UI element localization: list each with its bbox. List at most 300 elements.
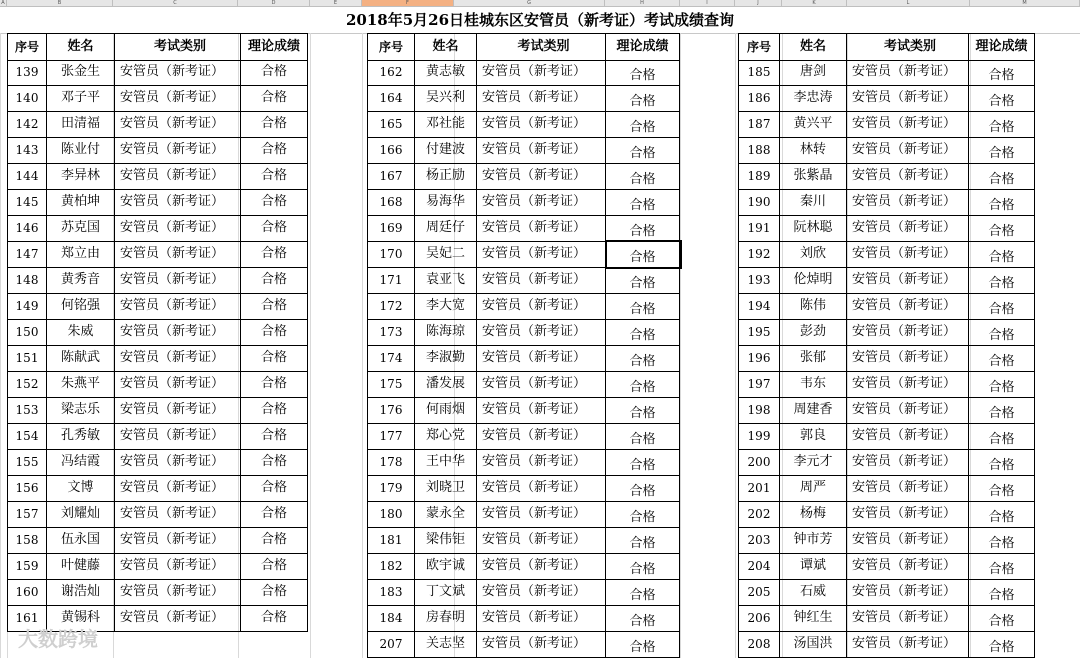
theory-score-cell[interactable]: 合格 [240,137,308,163]
name-cell[interactable]: 唐剑 [779,59,846,85]
theory-score-cell[interactable]: 合格 [968,163,1035,189]
serial-number-cell[interactable]: 193 [738,267,779,293]
theory-score-cell[interactable]: 合格 [240,319,308,345]
header-name-cell[interactable]: 姓名 [46,34,114,60]
name-cell[interactable]: 李元才 [779,449,846,475]
serial-number-cell[interactable]: 155 [7,449,46,475]
name-cell[interactable]: 苏克国 [46,215,114,241]
serial-number-cell[interactable]: 153 [7,397,46,423]
theory-score-cell[interactable]: 合格 [240,579,308,605]
theory-score-cell[interactable]: 合格 [605,163,680,189]
name-cell[interactable]: 潘发展 [414,371,476,397]
serial-number-cell[interactable]: 186 [738,85,779,111]
exam-type-cell[interactable]: 安管员（新考证） [114,345,240,371]
theory-score-cell[interactable]: 合格 [968,215,1035,241]
exam-type-cell[interactable]: 安管员（新考证） [114,137,240,163]
theory-score-cell[interactable]: 合格 [968,605,1035,631]
theory-score-cell[interactable]: 合格 [605,85,680,111]
exam-type-cell[interactable]: 安管员（新考证） [846,631,968,657]
serial-number-cell[interactable]: 152 [7,371,46,397]
exam-type-cell[interactable]: 安管员（新考证） [114,579,240,605]
exam-type-cell[interactable]: 安管员（新考证） [114,319,240,345]
theory-score-cell[interactable]: 合格 [240,189,308,215]
header-serial-number-cell[interactable]: 序号 [7,34,46,60]
serial-number-cell[interactable]: 189 [738,163,779,189]
theory-score-cell[interactable]: 合格 [240,267,308,293]
serial-number-cell[interactable]: 148 [7,267,46,293]
theory-score-cell[interactable]: 合格 [605,501,680,527]
theory-score-cell[interactable]: 合格 [605,345,680,371]
name-cell[interactable]: 李淑勤 [414,345,476,371]
exam-type-cell[interactable]: 安管员（新考证） [114,423,240,449]
theory-score-cell[interactable]: 合格 [605,267,680,293]
exam-type-cell[interactable]: 安管员（新考证） [846,501,968,527]
exam-type-cell[interactable]: 安管员（新考证） [114,553,240,579]
exam-type-cell[interactable]: 安管员（新考证） [476,345,605,371]
name-cell[interactable]: 谭斌 [779,553,846,579]
exam-type-cell[interactable]: 安管员（新考证） [114,501,240,527]
theory-score-cell[interactable]: 合格 [240,397,308,423]
name-cell[interactable]: 朱燕平 [46,371,114,397]
column-header-4[interactable]: E [310,0,362,6]
name-cell[interactable]: 孔秀敏 [46,423,114,449]
serial-number-cell[interactable]: 206 [738,605,779,631]
column-header-7[interactable]: H [605,0,680,6]
serial-number-cell[interactable]: 177 [367,423,414,449]
serial-number-cell[interactable]: 201 [738,475,779,501]
name-cell[interactable]: 刘欣 [779,241,846,267]
name-cell[interactable]: 李忠涛 [779,85,846,111]
serial-number-cell[interactable]: 183 [367,579,414,605]
theory-score-cell[interactable]: 合格 [605,189,680,215]
serial-number-cell[interactable]: 142 [7,111,46,137]
serial-number-cell[interactable]: 185 [738,59,779,85]
exam-type-cell[interactable]: 安管员（新考证） [846,397,968,423]
exam-type-cell[interactable]: 安管员（新考证） [476,631,605,657]
column-header-1[interactable]: B [7,0,113,6]
name-cell[interactable]: 陈献武 [46,345,114,371]
header-exam-type-cell[interactable]: 考试类别 [476,34,605,60]
exam-type-cell[interactable]: 安管员（新考证） [476,241,605,267]
name-cell[interactable]: 谢浩灿 [46,579,114,605]
theory-score-cell[interactable]: 合格 [240,553,308,579]
theory-score-cell[interactable]: 合格 [240,111,308,137]
name-cell[interactable]: 房春明 [414,605,476,631]
column-header-10[interactable]: K [782,0,847,6]
name-cell[interactable]: 阮林聪 [779,215,846,241]
exam-type-cell[interactable]: 安管员（新考证） [114,267,240,293]
name-cell[interactable]: 秦川 [779,189,846,215]
theory-score-cell[interactable]: 合格 [968,111,1035,137]
exam-type-cell[interactable]: 安管员（新考证） [846,163,968,189]
theory-score-cell[interactable]: 合格 [605,527,680,553]
serial-number-cell[interactable]: 196 [738,345,779,371]
exam-type-cell[interactable]: 安管员（新考证） [114,449,240,475]
exam-type-cell[interactable]: 安管员（新考证） [476,163,605,189]
name-cell[interactable]: 李异林 [46,163,114,189]
column-header-6[interactable]: G [454,0,605,6]
exam-type-cell[interactable]: 安管员（新考证） [846,293,968,319]
theory-score-cell[interactable]: 合格 [240,293,308,319]
theory-score-cell[interactable]: 合格 [605,397,680,423]
name-cell[interactable]: 黄柏坤 [46,189,114,215]
theory-score-cell[interactable]: 合格 [968,85,1035,111]
exam-type-cell[interactable]: 安管员（新考证） [476,501,605,527]
serial-number-cell[interactable]: 159 [7,553,46,579]
theory-score-cell[interactable]: 合格 [605,371,680,397]
serial-number-cell[interactable]: 139 [7,59,46,85]
serial-number-cell[interactable]: 192 [738,241,779,267]
column-header-0[interactable]: A [0,0,7,6]
serial-number-cell[interactable]: 140 [7,85,46,111]
serial-number-cell[interactable]: 179 [367,475,414,501]
theory-score-cell[interactable]: 合格 [605,293,680,319]
theory-score-cell[interactable]: 合格 [605,111,680,137]
serial-number-cell[interactable]: 197 [738,371,779,397]
theory-score-cell[interactable]: 合格 [605,423,680,449]
column-header-11[interactable]: L [847,0,970,6]
exam-type-cell[interactable]: 安管员（新考证） [476,215,605,241]
name-cell[interactable]: 文博 [46,475,114,501]
column-header-2[interactable]: C [113,0,238,6]
exam-type-cell[interactable]: 安管员（新考证） [476,59,605,85]
column-header-12[interactable]: M [970,0,1080,6]
column-header-8[interactable]: I [680,0,735,6]
exam-type-cell[interactable]: 安管员（新考证） [114,215,240,241]
serial-number-cell[interactable]: 194 [738,293,779,319]
serial-number-cell[interactable]: 178 [367,449,414,475]
theory-score-cell[interactable]: 合格 [240,475,308,501]
theory-score-cell[interactable]: 合格 [968,553,1035,579]
name-cell[interactable]: 付建波 [414,137,476,163]
header-exam-type-cell[interactable]: 考试类别 [114,34,240,60]
name-cell[interactable]: 刘耀灿 [46,501,114,527]
exam-type-cell[interactable]: 安管员（新考证） [114,293,240,319]
name-cell[interactable]: 伍永国 [46,527,114,553]
name-cell[interactable]: 易海华 [414,189,476,215]
name-cell[interactable]: 周建香 [779,397,846,423]
serial-number-cell[interactable]: 151 [7,345,46,371]
exam-type-cell[interactable]: 安管员（新考证） [846,371,968,397]
theory-score-cell[interactable]: 合格 [240,163,308,189]
serial-number-cell[interactable]: 200 [738,449,779,475]
name-cell[interactable]: 王中华 [414,449,476,475]
serial-number-cell[interactable]: 149 [7,293,46,319]
theory-score-cell[interactable]: 合格 [605,59,680,85]
name-cell[interactable]: 周廷仔 [414,215,476,241]
name-cell[interactable]: 李大宽 [414,293,476,319]
serial-number-cell[interactable]: 154 [7,423,46,449]
name-cell[interactable]: 吴妃二 [414,241,476,267]
name-cell[interactable]: 刘晓卫 [414,475,476,501]
exam-type-cell[interactable]: 安管员（新考证） [476,319,605,345]
column-header-3[interactable]: D [238,0,310,6]
exam-type-cell[interactable]: 安管员（新考证） [846,111,968,137]
serial-number-cell[interactable]: 161 [7,605,46,631]
serial-number-cell[interactable]: 203 [738,527,779,553]
name-cell[interactable]: 陈业付 [46,137,114,163]
name-cell[interactable]: 丁文斌 [414,579,476,605]
theory-score-cell[interactable]: 合格 [605,215,680,241]
theory-score-cell[interactable]: 合格 [240,59,308,85]
theory-score-cell[interactable]: 合格 [968,319,1035,345]
theory-score-cell[interactable]: 合格 [605,579,680,605]
exam-type-cell[interactable]: 安管员（新考证） [846,553,968,579]
exam-type-cell[interactable]: 安管员（新考证） [476,85,605,111]
exam-type-cell[interactable]: 安管员（新考证） [114,371,240,397]
serial-number-cell[interactable]: 184 [367,605,414,631]
name-cell[interactable]: 郑心党 [414,423,476,449]
name-cell[interactable]: 冯结霞 [46,449,114,475]
exam-type-cell[interactable]: 安管员（新考证） [846,85,968,111]
column-header-9[interactable]: J [735,0,782,6]
theory-score-cell[interactable]: 合格 [240,423,308,449]
theory-score-cell[interactable]: 合格 [240,371,308,397]
exam-type-cell[interactable]: 安管员（新考证） [476,267,605,293]
exam-type-cell[interactable]: 安管员（新考证） [846,605,968,631]
theory-score-cell[interactable]: 合格 [605,137,680,163]
exam-type-cell[interactable]: 安管员（新考证） [114,241,240,267]
header-name-cell[interactable]: 姓名 [779,34,846,60]
theory-score-cell[interactable]: 合格 [605,241,680,267]
exam-type-cell[interactable]: 安管员（新考证） [476,527,605,553]
theory-score-cell[interactable]: 合格 [968,345,1035,371]
theory-score-cell[interactable]: 合格 [605,319,680,345]
serial-number-cell[interactable]: 145 [7,189,46,215]
serial-number-cell[interactable]: 144 [7,163,46,189]
serial-number-cell[interactable]: 147 [7,241,46,267]
name-cell[interactable]: 袁亚飞 [414,267,476,293]
serial-number-cell[interactable]: 174 [367,345,414,371]
serial-number-cell[interactable]: 172 [367,293,414,319]
spreadsheet-grid[interactable] [0,33,1080,658]
theory-score-cell[interactable]: 合格 [605,449,680,475]
theory-score-cell[interactable]: 合格 [240,241,308,267]
name-cell[interactable]: 朱威 [46,319,114,345]
exam-type-cell[interactable]: 安管员（新考证） [476,553,605,579]
serial-number-cell[interactable]: 146 [7,215,46,241]
serial-number-cell[interactable]: 156 [7,475,46,501]
serial-number-cell[interactable]: 143 [7,137,46,163]
exam-type-cell[interactable]: 安管员（新考证） [476,605,605,631]
serial-number-cell[interactable]: 187 [738,111,779,137]
header-exam-type-cell[interactable]: 考试类别 [846,34,968,60]
theory-score-cell[interactable]: 合格 [968,293,1035,319]
name-cell[interactable]: 石威 [779,579,846,605]
exam-type-cell[interactable]: 安管员（新考证） [476,189,605,215]
theory-score-cell[interactable]: 合格 [240,605,308,631]
theory-score-cell[interactable]: 合格 [968,397,1035,423]
name-cell[interactable]: 何铭强 [46,293,114,319]
exam-type-cell[interactable]: 安管员（新考证） [476,137,605,163]
exam-type-cell[interactable]: 安管员（新考证） [476,397,605,423]
theory-score-cell[interactable]: 合格 [605,553,680,579]
serial-number-cell[interactable]: 195 [738,319,779,345]
name-cell[interactable]: 郑立由 [46,241,114,267]
serial-number-cell[interactable]: 166 [367,137,414,163]
exam-type-cell[interactable]: 安管员（新考证） [846,345,968,371]
name-cell[interactable]: 陈伟 [779,293,846,319]
header-theory-score-cell[interactable]: 理论成绩 [240,34,308,60]
exam-type-cell[interactable]: 安管员（新考证） [846,319,968,345]
exam-type-cell[interactable]: 安管员（新考证） [114,163,240,189]
theory-score-cell[interactable]: 合格 [240,501,308,527]
theory-score-cell[interactable]: 合格 [968,59,1035,85]
serial-number-cell[interactable]: 167 [367,163,414,189]
exam-type-cell[interactable]: 安管员（新考证） [846,137,968,163]
exam-type-cell[interactable]: 安管员（新考证） [114,527,240,553]
serial-number-cell[interactable]: 202 [738,501,779,527]
name-cell[interactable]: 伦焯明 [779,267,846,293]
serial-number-cell[interactable]: 181 [367,527,414,553]
name-cell[interactable]: 张紫晶 [779,163,846,189]
name-cell[interactable]: 邓子平 [46,85,114,111]
name-cell[interactable]: 郭良 [779,423,846,449]
exam-type-cell[interactable]: 安管员（新考证） [846,215,968,241]
name-cell[interactable]: 蒙永全 [414,501,476,527]
exam-type-cell[interactable]: 安管员（新考证） [476,475,605,501]
theory-score-cell[interactable]: 合格 [240,85,308,111]
exam-type-cell[interactable]: 安管员（新考证） [846,241,968,267]
exam-type-cell[interactable]: 安管员（新考证） [114,397,240,423]
exam-type-cell[interactable]: 安管员（新考证） [846,59,968,85]
name-cell[interactable]: 欧宇诚 [414,553,476,579]
theory-score-cell[interactable]: 合格 [240,449,308,475]
theory-score-cell[interactable]: 合格 [968,137,1035,163]
serial-number-cell[interactable]: 173 [367,319,414,345]
header-serial-number-cell[interactable]: 序号 [367,34,414,60]
table-row [7,163,308,190]
serial-number-cell[interactable]: 171 [367,267,414,293]
exam-type-cell[interactable]: 安管员（新考证） [846,475,968,501]
serial-number-cell[interactable]: 160 [7,579,46,605]
theory-score-cell[interactable]: 合格 [605,475,680,501]
name-cell[interactable]: 陈海琼 [414,319,476,345]
theory-score-cell[interactable]: 合格 [240,527,308,553]
serial-number-cell[interactable]: 176 [367,397,414,423]
serial-number-cell[interactable]: 191 [738,215,779,241]
column-header-5[interactable]: F [362,0,454,6]
exam-type-cell[interactable]: 安管员（新考证） [846,267,968,293]
exam-type-cell[interactable]: 安管员（新考证） [476,579,605,605]
theory-score-cell[interactable]: 合格 [968,579,1035,605]
serial-number-cell[interactable]: 208 [738,631,779,657]
serial-number-cell[interactable]: 198 [738,397,779,423]
exam-type-cell[interactable]: 安管员（新考证） [476,371,605,397]
exam-type-cell[interactable]: 安管员（新考证） [476,293,605,319]
name-cell[interactable]: 黄秀音 [46,267,114,293]
exam-type-cell[interactable]: 安管员（新考证） [846,527,968,553]
serial-number-cell[interactable]: 175 [367,371,414,397]
name-cell[interactable]: 汤国洪 [779,631,846,657]
theory-score-cell[interactable]: 合格 [968,423,1035,449]
serial-number-cell[interactable]: 157 [7,501,46,527]
theory-score-cell[interactable]: 合格 [968,241,1035,267]
name-cell[interactable]: 梁志乐 [46,397,114,423]
serial-number-cell[interactable]: 205 [738,579,779,605]
exam-type-cell[interactable]: 安管员（新考证） [114,85,240,111]
theory-score-cell[interactable]: 合格 [968,267,1035,293]
serial-number-cell[interactable]: 162 [367,59,414,85]
name-cell[interactable]: 邓社能 [414,111,476,137]
exam-type-cell[interactable]: 安管员（新考证） [114,59,240,85]
theory-score-cell[interactable]: 合格 [605,631,680,657]
serial-number-cell[interactable]: 204 [738,553,779,579]
name-cell[interactable]: 黄兴平 [779,111,846,137]
theory-score-cell[interactable]: 合格 [240,345,308,371]
exam-type-cell[interactable]: 安管员（新考证） [846,423,968,449]
header-name-cell[interactable]: 姓名 [414,34,476,60]
name-cell[interactable]: 杨正励 [414,163,476,189]
exam-type-cell[interactable]: 安管员（新考证） [114,111,240,137]
serial-number-cell[interactable]: 182 [367,553,414,579]
serial-number-cell[interactable]: 164 [367,85,414,111]
name-cell[interactable]: 何雨烟 [414,397,476,423]
theory-score-cell[interactable]: 合格 [968,631,1035,657]
name-cell[interactable]: 杨梅 [779,501,846,527]
exam-type-cell[interactable]: 安管员（新考证） [114,605,240,631]
name-cell[interactable]: 张金生 [46,59,114,85]
serial-number-cell[interactable]: 180 [367,501,414,527]
exam-type-cell[interactable]: 安管员（新考证） [846,579,968,605]
name-cell[interactable]: 吴兴利 [414,85,476,111]
theory-score-cell[interactable]: 合格 [240,215,308,241]
theory-score-cell[interactable]: 合格 [968,475,1035,501]
serial-number-cell[interactable]: 165 [367,111,414,137]
serial-number-cell[interactable]: 207 [367,631,414,657]
name-cell[interactable]: 钟市芳 [779,527,846,553]
serial-number-cell[interactable]: 170 [367,241,414,267]
serial-number-cell[interactable]: 150 [7,319,46,345]
header-theory-score-cell[interactable]: 理论成绩 [605,34,680,60]
theory-score-cell[interactable]: 合格 [605,605,680,631]
name-cell[interactable]: 张郁 [779,345,846,371]
name-cell[interactable]: 周严 [779,475,846,501]
table-row [7,475,308,502]
serial-number-cell[interactable]: 199 [738,423,779,449]
serial-number-cell[interactable]: 190 [738,189,779,215]
theory-score-cell[interactable]: 合格 [968,449,1035,475]
exam-type-cell[interactable]: 安管员（新考证） [476,111,605,137]
name-cell[interactable]: 韦东 [779,371,846,397]
name-cell[interactable]: 钟红生 [779,605,846,631]
name-cell[interactable]: 彭劲 [779,319,846,345]
exam-type-cell[interactable]: 安管员（新考证） [846,449,968,475]
exam-type-cell[interactable]: 安管员（新考证） [476,423,605,449]
theory-score-cell[interactable]: 合格 [968,527,1035,553]
theory-score-cell[interactable]: 合格 [968,371,1035,397]
name-cell[interactable]: 黄锡科 [46,605,114,631]
theory-score-cell[interactable]: 合格 [968,189,1035,215]
theory-score-cell[interactable]: 合格 [968,501,1035,527]
exam-type-cell[interactable]: 安管员（新考证） [114,189,240,215]
serial-number-cell[interactable]: 158 [7,527,46,553]
exam-type-cell[interactable]: 安管员（新考证） [846,189,968,215]
name-cell[interactable]: 田清福 [46,111,114,137]
name-cell[interactable]: 关志坚 [414,631,476,657]
name-cell[interactable]: 叶健藤 [46,553,114,579]
serial-number-cell[interactable]: 168 [367,189,414,215]
header-serial-number-cell[interactable]: 序号 [738,34,779,60]
name-cell[interactable]: 梁伟钜 [414,527,476,553]
name-cell[interactable]: 黄志敏 [414,59,476,85]
exam-type-cell[interactable]: 安管员（新考证） [476,449,605,475]
exam-type-cell[interactable]: 安管员（新考证） [114,475,240,501]
header-theory-score-cell[interactable]: 理论成绩 [968,34,1035,60]
serial-number-cell[interactable]: 169 [367,215,414,241]
name-cell[interactable]: 林转 [779,137,846,163]
serial-number-cell[interactable]: 188 [738,137,779,163]
